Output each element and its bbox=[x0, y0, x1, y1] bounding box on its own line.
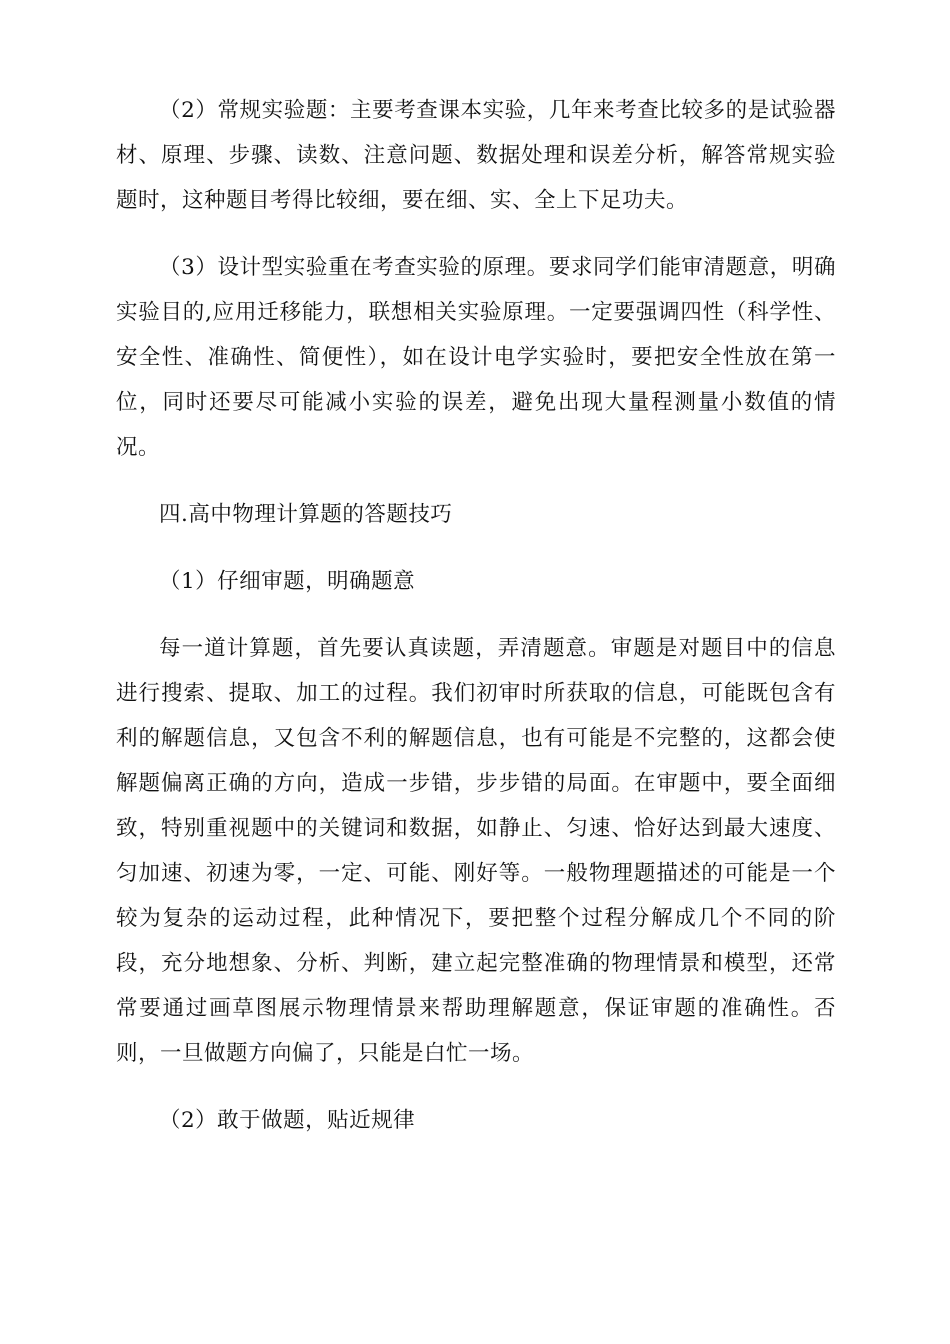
paragraph-read-carefully-body: 每一道计算题，首先要认真读题，弄清题意。审题是对题目中的信息进行搜索、提取、加工的过程。我们初审时所获取的信息，可能既包含有利的解题信息，又包含不利的解题信息，也有可能是不完整的，这都会使解题偏离正确的方向，造成一步错，步步错的局面。在审题中，要全面细致，特别重视题中的关键词和数据，如静止、匀速、恰好达到最大速度、匀加速、初速为零，一定、可能、刚好等。一般物理题描述的可能是一个较为复杂的运动过程，此种情况下，要把整个过程分解成几个不同的阶段，充分地想象、分析、判断，建立起完整准确的物理情景和模型，还常常要通过画草图展示物理情景来帮助理解题意，保证审题的准确性。否则，一旦做题方向偏了，只能是白忙一场。 bbox=[116, 636, 836, 1066]
subheading-dare-to-solve: （2）敢于做题，贴近规律 bbox=[159, 1108, 416, 1133]
section-heading-calculation-tips: 四.高中物理计算题的答题技巧 bbox=[159, 502, 453, 527]
paragraph-routine-experiment: （2）常规实验题：主要考查课本实验，几年来考查比较多的是试验器材、原理、步骤、读数、注意问题、数据处理和误差分析，解答常规实验题时，这种题目考得比较细，要在细、实、全上下足功夫。 bbox=[116, 98, 836, 213]
document-page bbox=[116, 88, 836, 1143]
subheading-read-carefully: （1）仔细审题，明确题意 bbox=[159, 569, 416, 594]
paragraph-design-experiment: （3）设计型实验重在考查实验的原理。要求同学们能审清题意，明确实验目的,应用迁移能力，联想相关实验原理。一定要强调四性（科学性、安全性、准确性、简便性），如在设计电学实验时，要把安全性放在第一位，同时还要尽可能减小实验的误差，避免出现大量程测量小数值的情况。 bbox=[116, 255, 836, 460]
